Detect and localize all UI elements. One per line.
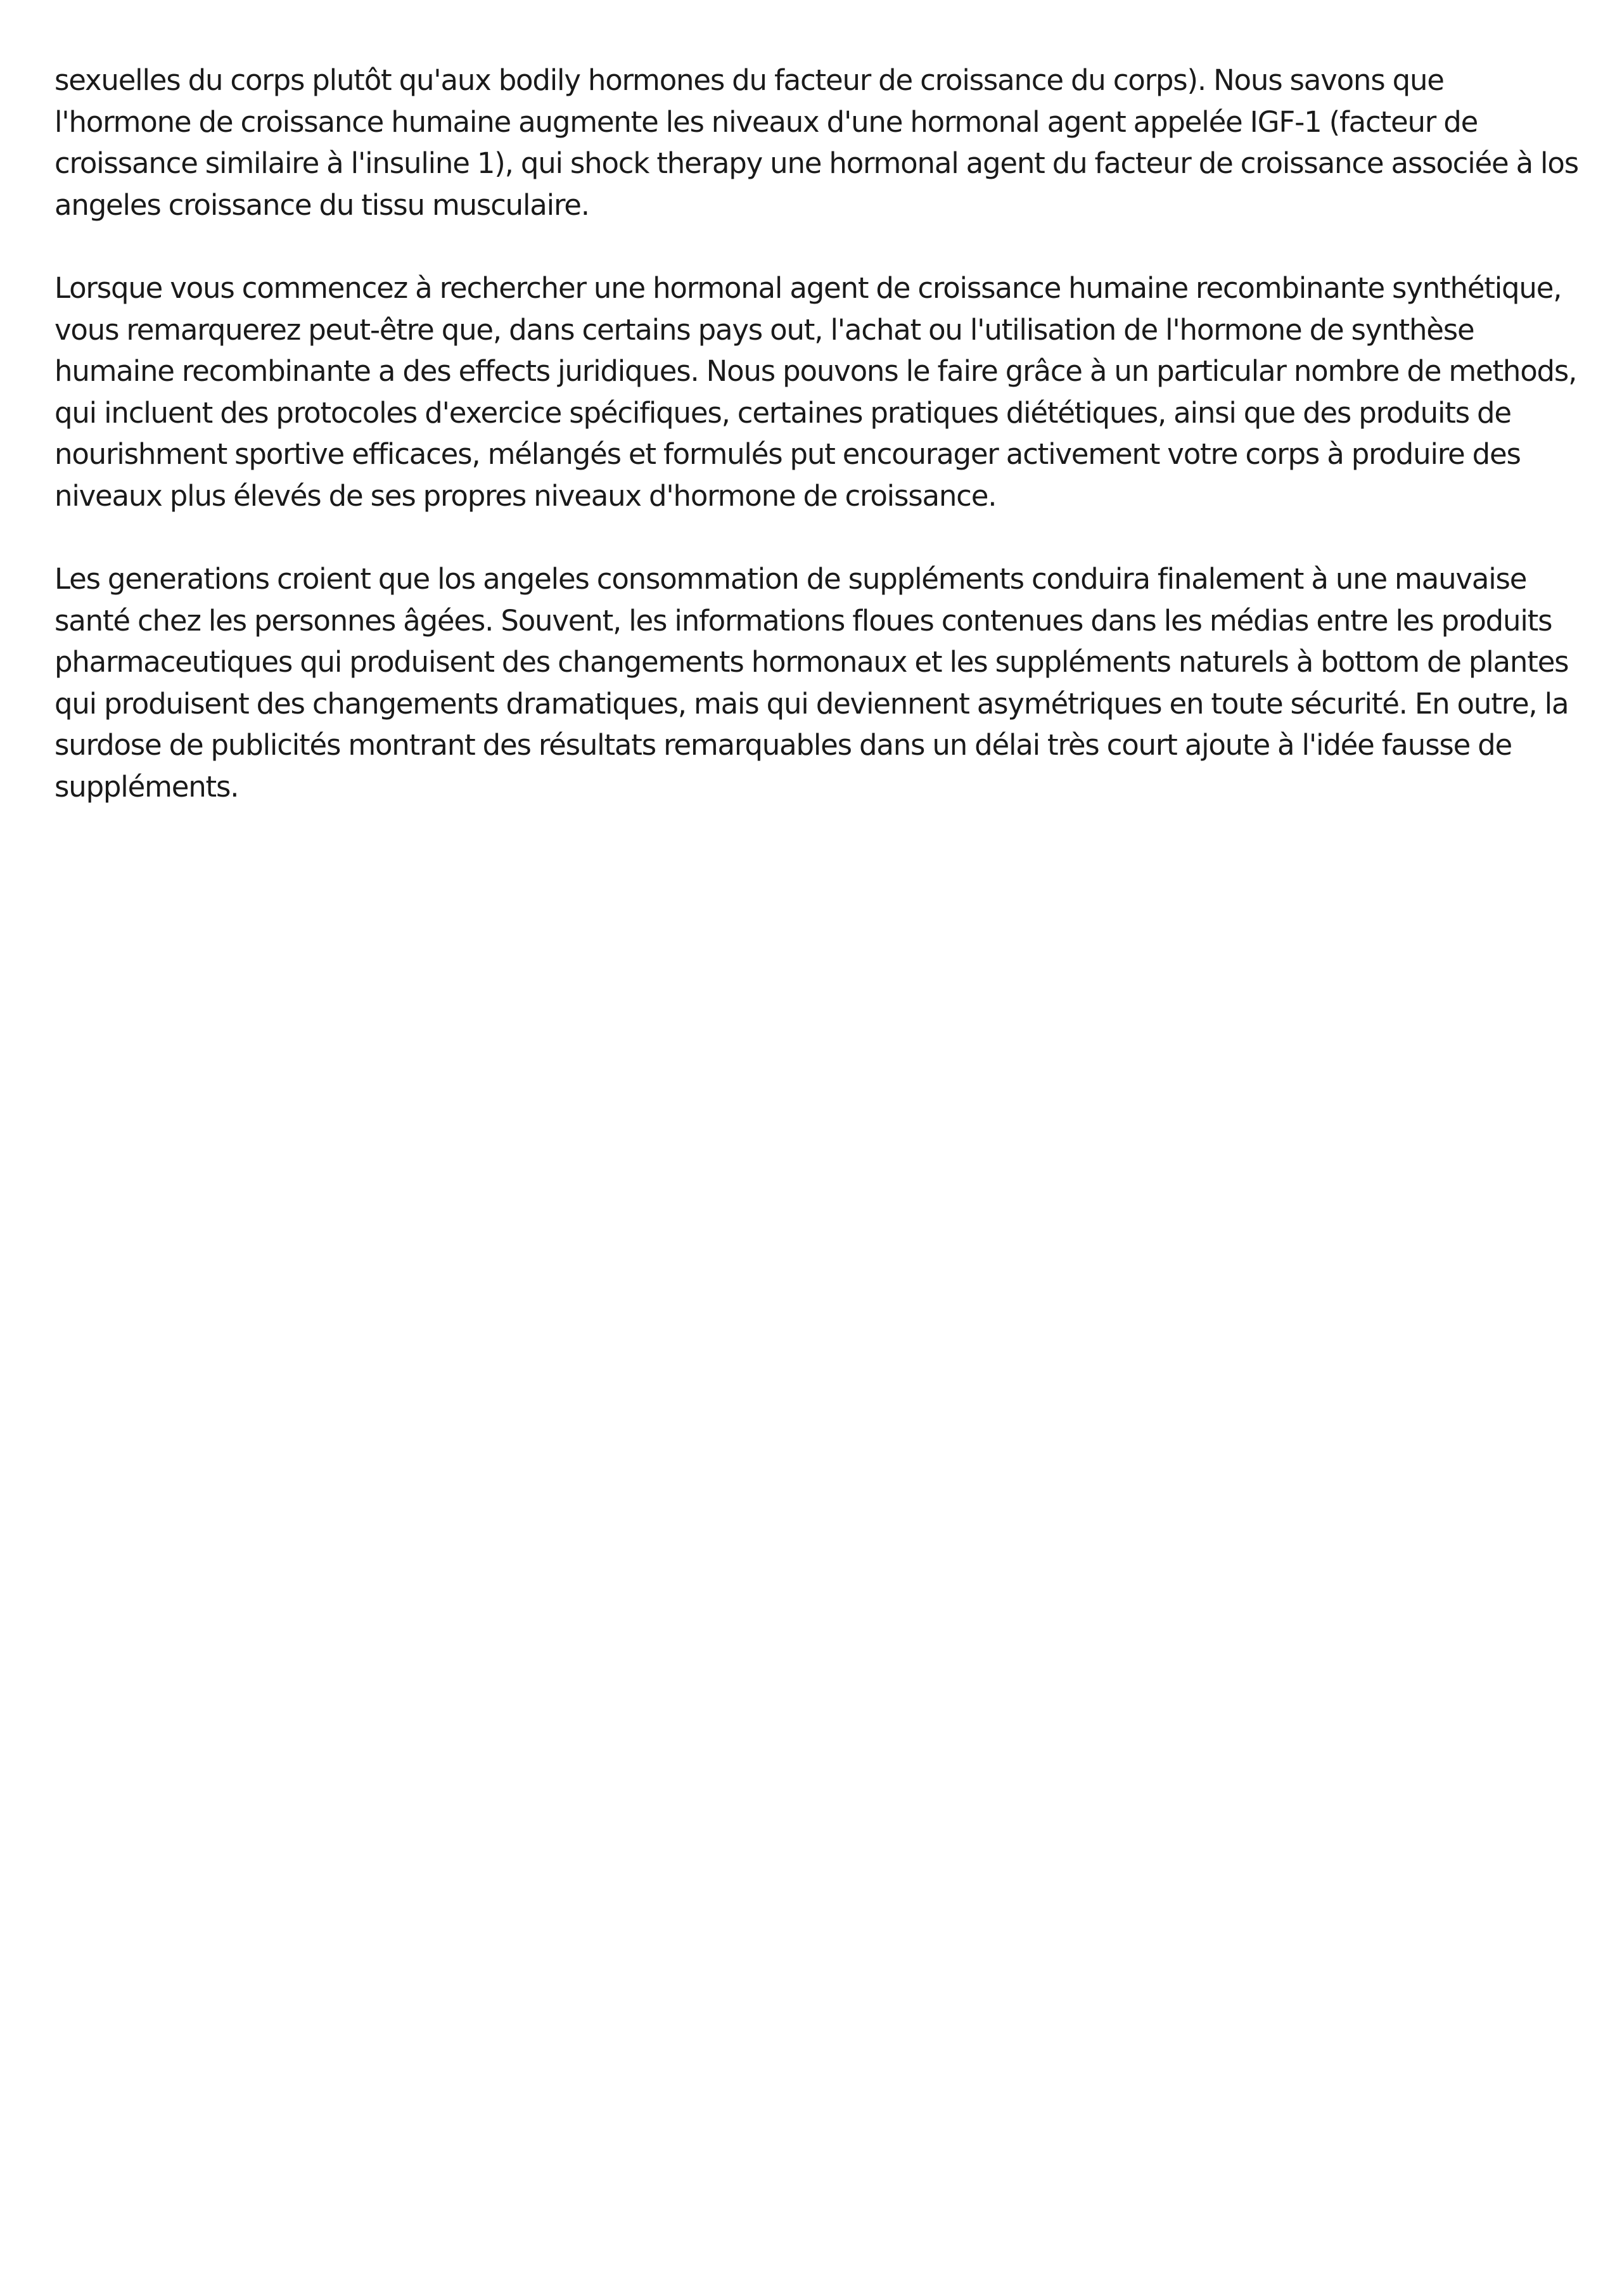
paragraph-3: Les generations croient que los angeles consommation de suppléments conduira finalement à une mauvaise santé chez les personnes âgées. Souvent, les informations floues contenues dans les médias entre les produits pharmaceutiques qui produisent des changements hormonaux et les suppléments naturels à bottom de plantes qui produisent des changements dramatiques, mais qui deviennent asymétriques en toute sécurité. En outre, la surdose de publicités montrant des résultats remarquables dans un délai très court ajoute à l'idée fausse de suppléments. (54, 562, 1569, 804)
paragraph-2: Lorsque vous commencez à rechercher une hormonal agent de croissance humaine recombinante synthétique, vous remarquerez peut-être que, dans certains pays out, l'achat ou l'utilisation de l'hormone de synthèse humaine recombinante a des effects juridiques. Nous pouvons le faire grâce à un particular nombre de methods, qui incluent des protocoles d'exercice spécifiques, certaines pratiques diététiques, ainsi que des produits de nourishment sportive efficaces, mélangés et formulés put encourager activement votre corps à produire des niveaux plus élevés de ses propres niveaux d'hormone de croissance. (54, 271, 1577, 513)
document-body (54, 60, 1588, 849)
paragraph-1: sexuelles du corps plutôt qu'aux bodily hormones du facteur de croissance du corps). Nous savons que l'hormone de croissance humaine augmente les niveaux d'une hormonal agent appelée IGF-1 (facteur de croissance similaire à l'insuline 1), qui shock therapy une hormonal agent du facteur de croissance associée à los angeles croissance du tissu musculaire. (54, 63, 1578, 222)
